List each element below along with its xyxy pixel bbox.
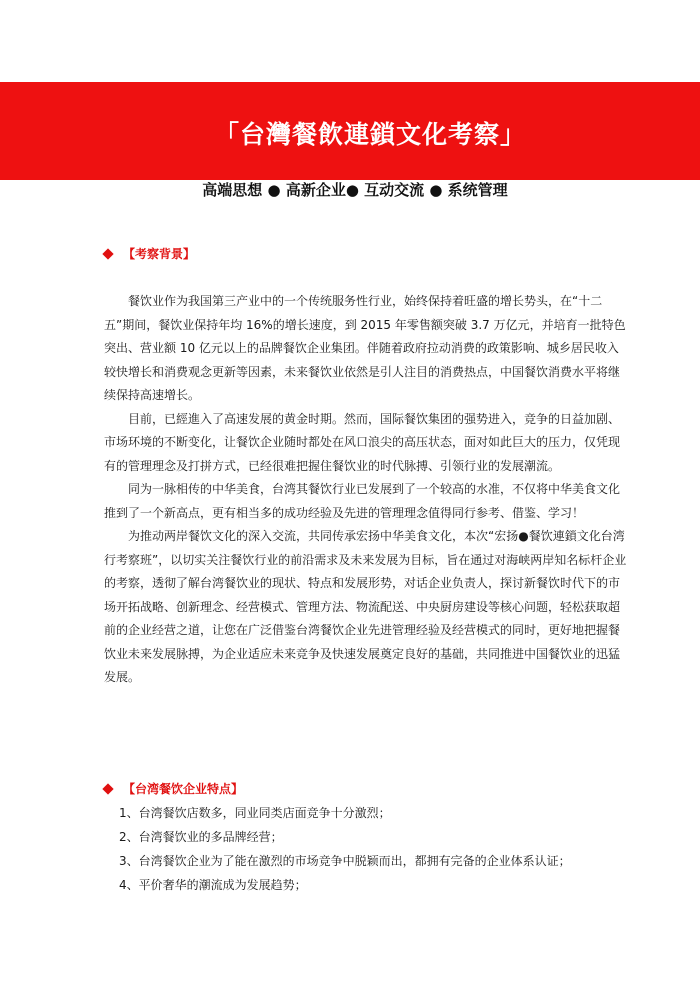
- page-title: 「台灣餐飲連鎖文化考察」: [213, 120, 526, 149]
- title-banner: [0, 82, 700, 180]
- list-item: 4、平价奢华的潮流成为发展趋势；: [119, 878, 307, 892]
- diamond-bullet-icon: [102, 783, 113, 794]
- paragraph: 为推动两岸餐饮文化的深入交流，共同传承宏扬中华美食文化，本次“宏扬●餐饮連鎖文化台湾行考察班”，以切实关注餐饮行业的前沿需求及未来发展为目标，旨在通过对海峡两岸知名标杆企业的考察，透彻了解台湾餐饮业的现状、特点和发展形势，对话企业负责人，探讨新餐饮时代下的市场开拓战略、创新理念、经营模式、管理方法、物流配送、中央厨房建设等核心问题，轻松获取超前的企业经营之道，让您在广泛借鉴台湾餐饮企业先进管理经验及经营模式的同时，更好地把握餐饮业未来发展脉搏，为企业适应未来竞争及快速发展奠定良好的基础，共同推进中国餐饮业的迅猛发展。: [104, 529, 627, 684]
- section-heading-features: [104, 780, 243, 797]
- section-heading-background: [104, 245, 195, 262]
- paragraph: 目前，已經進入了高速发展的黄金时期。然而，国际餐饮集团的强势进入，竞争的日益加剧、市场环境的不断变化，让餐饮企业随时都处在风口浪尖的高压状态，面对如此巨大的压力，仅凭现有的管理理念及打拼方式，已经很难把握住餐饮业的时代脉搏、引领行业的发展潮流。: [104, 411, 621, 473]
- list-item: 2、台湾餐饮业的多品牌经营；: [119, 830, 283, 844]
- paragraph: 同为一脉相传的中华美食，台湾其餐饮行业已发展到了一个较高的水准，不仅将中华美食文化推到了一个新高点，更有相当多的成功经验及先进的管理理念值得同行参考、借鉴、学习！: [104, 482, 621, 520]
- section-heading-label: 【考察背景】: [123, 247, 196, 261]
- list-item: 3、台湾餐饮企业为了能在激烈的市场竞争中脱颖而出，都拥有完备的企业体系认证；: [119, 854, 571, 868]
- section-heading-label: 【台湾餐饮企业特点】: [123, 782, 244, 796]
- features-list: [119, 801, 639, 897]
- tagline: 高端思想 ● 高新企业● 互动交流 ● 系统管理: [202, 181, 508, 199]
- background-body: [104, 290, 630, 690]
- paragraph: 餐饮业作为我国第三产业中的一个传统服务性行业，始终保持着旺盛的增长势头，在“十二五”期间，餐饮业保持年均 16%的增长速度，到 2015 年零售额突破 3.7 万亿元，并培育一批特色突出、营业额 10 亿元以上的品牌餐饮企业集团。伴随着政府拉动消费的政策影响、城乡居民收入较快增长和消费观念更新等因素，未来餐饮业依然是引人注目的消费热点，中国餐饮消费水平将继续保持高速增长。: [104, 294, 626, 402]
- list-item: 1、台湾餐饮店数多，同业同类店面竞争十分激烈；: [119, 806, 391, 820]
- diamond-bullet-icon: [102, 248, 113, 259]
